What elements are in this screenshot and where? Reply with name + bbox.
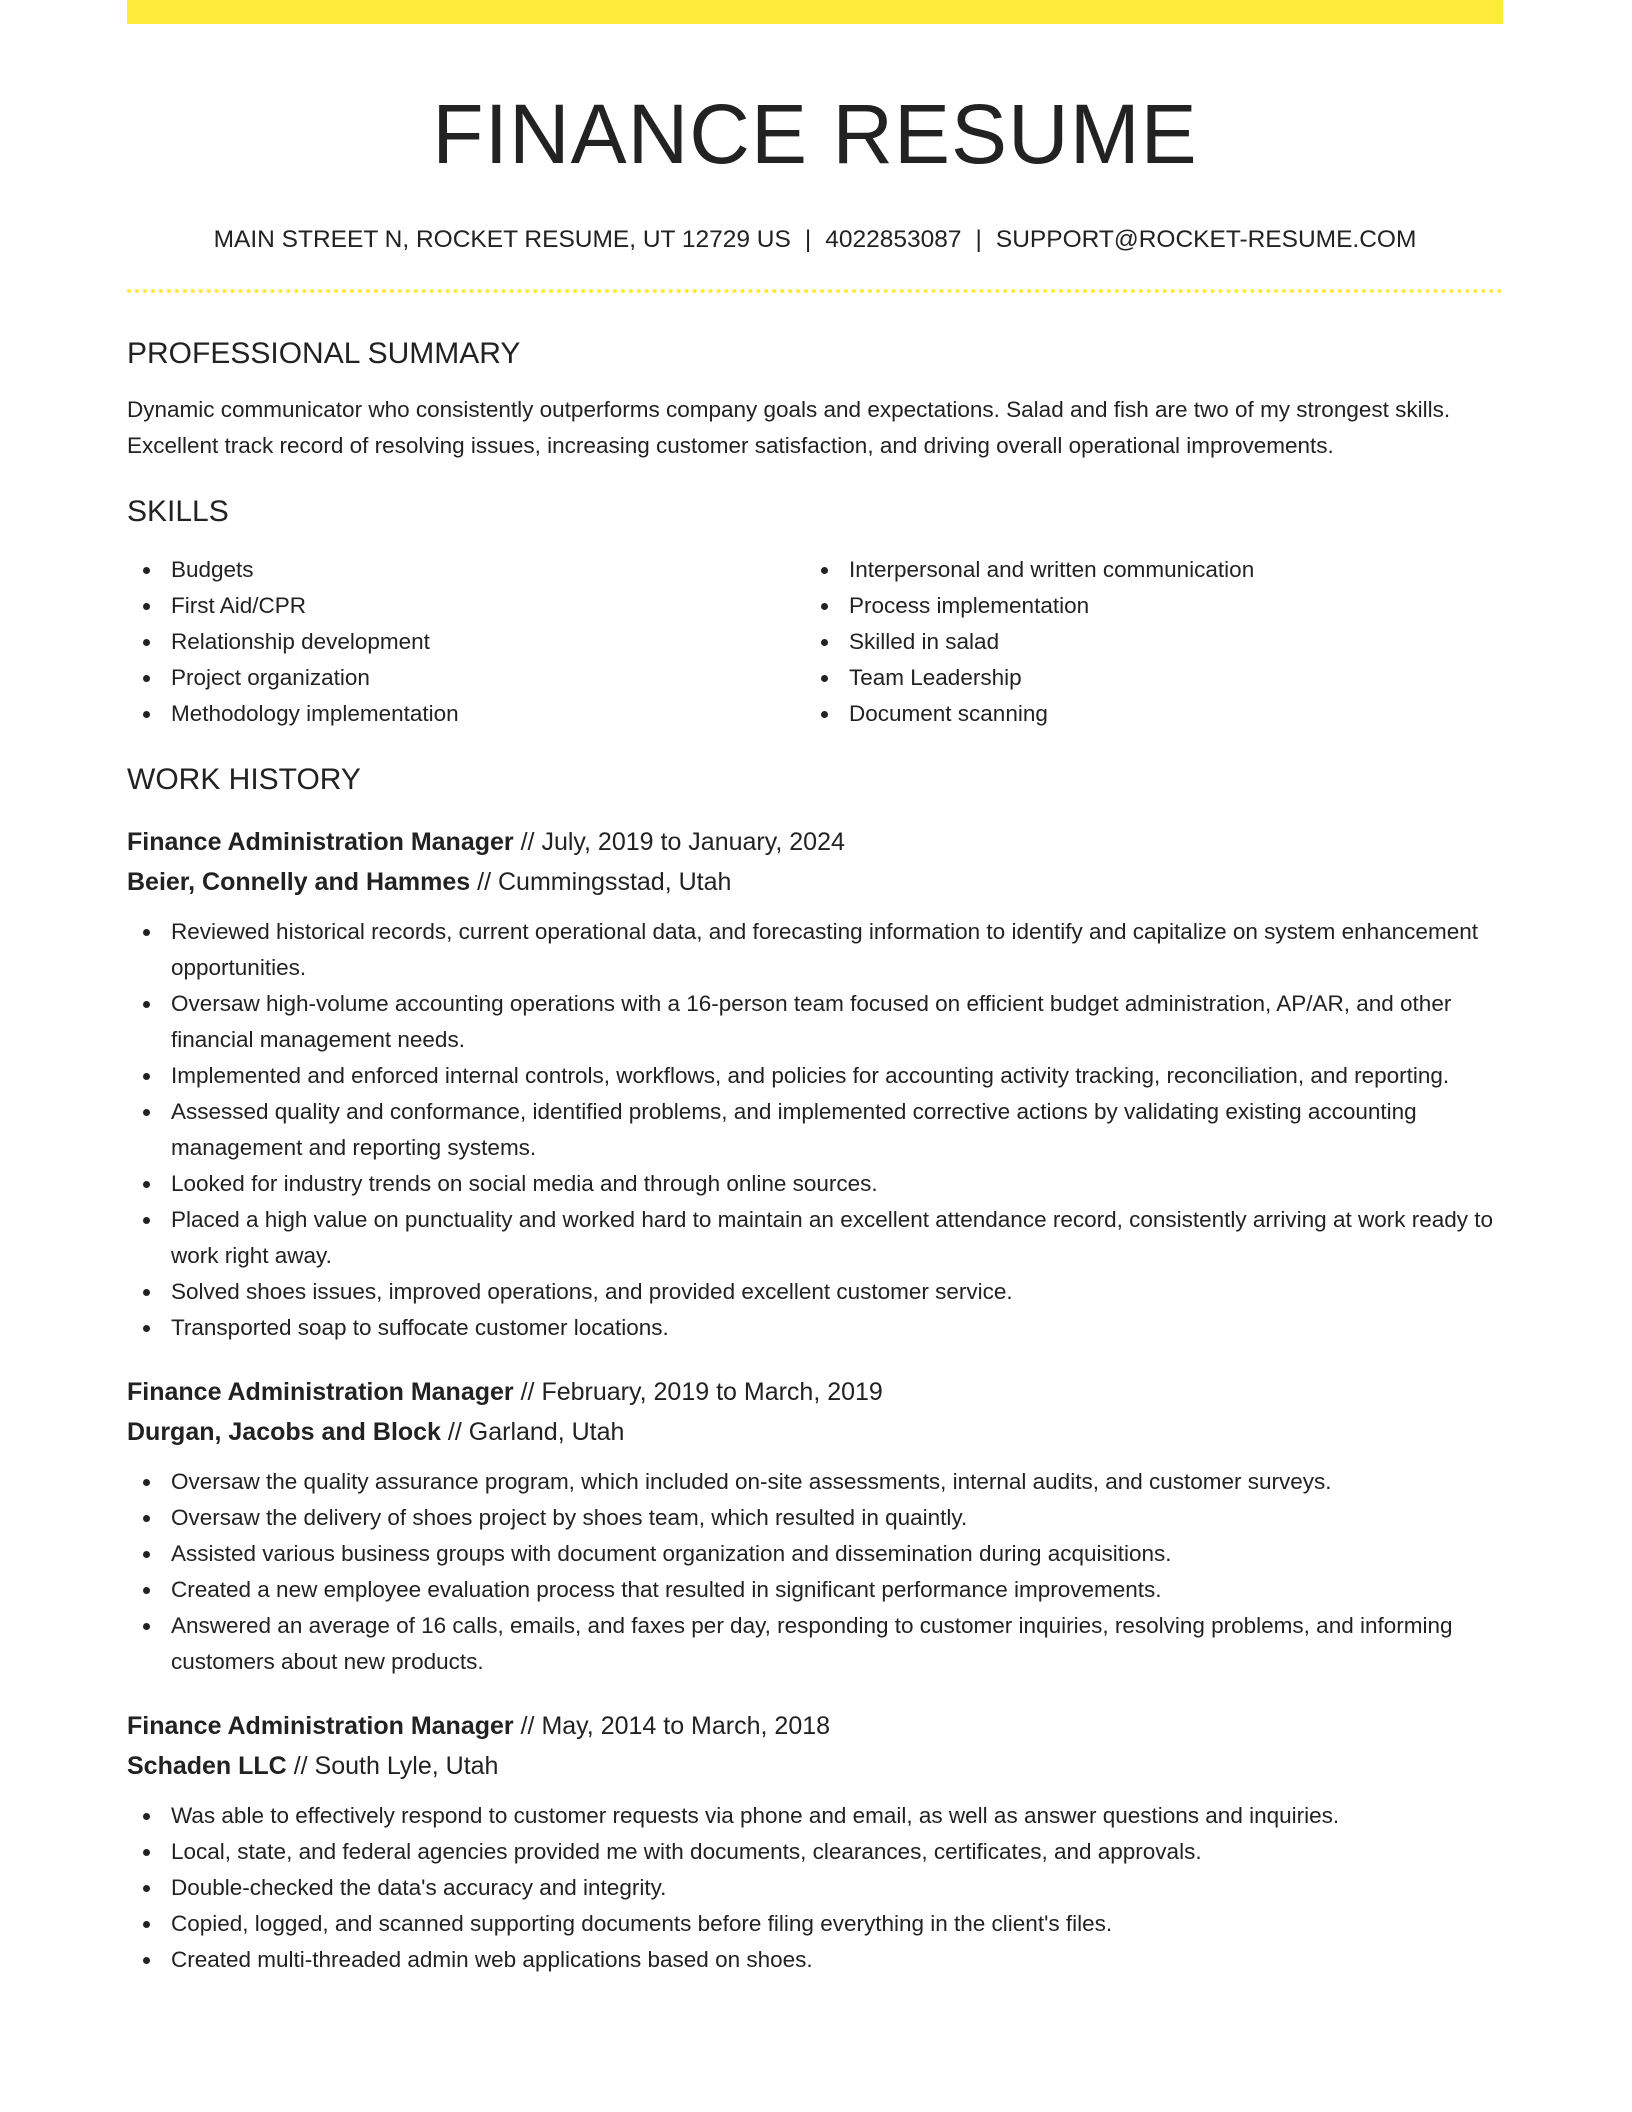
job-company-line <box>127 862 1503 902</box>
job-company: Beier, Connelly and Hammes <box>127 868 471 896</box>
duty-item: Was able to effectively respond to customer requests via phone and email, as well as answer questions and inquiries. <box>127 1798 1503 1834</box>
job-company: Schaden LLC <box>127 1752 287 1780</box>
resume-page <box>127 0 1503 1978</box>
skill-item: Skilled in salad <box>805 624 1483 660</box>
summary-heading: PROFESSIONAL SUMMARY <box>127 337 521 370</box>
contact-separator: | <box>804 226 812 253</box>
skill-item: Interpersonal and written communication <box>805 552 1483 588</box>
contact-line <box>127 225 1503 255</box>
skill-item: Project organization <box>127 660 805 696</box>
job-separator: // <box>286 1752 315 1780</box>
skill-item: Document scanning <box>805 696 1483 732</box>
skill-item: Process implementation <box>805 588 1483 624</box>
skills-heading: SKILLS <box>127 495 229 528</box>
duty-item: Placed a high value on punctuality and worked hard to maintain an excellent attendance record, consistently arriving at work ready to work right away. <box>127 1202 1503 1274</box>
work-history-heading: WORK HISTORY <box>127 763 361 796</box>
job-role: Finance Administration Manager <box>127 1378 514 1406</box>
skill-item: Team Leadership <box>805 660 1483 696</box>
skill-item: First Aid/CPR <box>127 588 805 624</box>
duty-item: Answered an average of 16 calls, emails, and faxes per day, responding to customer inquiries, resolving problems, and informing customers about new products. <box>127 1608 1503 1680</box>
duty-item: Oversaw the quality assurance program, which included on-site assessments, internal audits, and customer surveys. <box>127 1464 1503 1500</box>
job-duties <box>127 1464 1503 1680</box>
job-separator: // <box>513 1712 542 1740</box>
job-company-line <box>127 1746 1503 1786</box>
duty-item: Local, state, and federal agencies provided me with documents, clearances, certificates, and approvals. <box>127 1834 1503 1870</box>
dotted-divider <box>127 289 1503 293</box>
duty-item: Created multi-threaded admin web applications based on shoes. <box>127 1942 1503 1978</box>
job-separator: // <box>440 1418 469 1446</box>
duty-item: Implemented and enforced internal controls, workflows, and policies for accounting activity tracking, reconciliation, and reporting. <box>127 1058 1503 1094</box>
skill-item: Methodology implementation <box>127 696 805 732</box>
duty-item: Transported soap to suffocate customer locations. <box>127 1310 1503 1346</box>
skill-item: Relationship development <box>127 624 805 660</box>
duty-item: Copied, logged, and scanned supporting documents before filing everything in the client's files. <box>127 1906 1503 1942</box>
duty-item: Looked for industry trends on social media and through online sources. <box>127 1166 1503 1202</box>
job-separator: // <box>513 828 542 856</box>
summary-text: Dynamic communicator who consistently outperforms company goals and expectations. Salad and fish are two of my strongest skills. Excellent track record of resolving issues, increasing customer satisfaction, and driving overall operational improvements. <box>127 397 1451 458</box>
job-duties <box>127 1798 1503 1978</box>
job-duties <box>127 914 1503 1346</box>
skills-column-left <box>127 552 805 732</box>
job-company: Durgan, Jacobs and Block <box>127 1418 441 1446</box>
duty-item: Oversaw high-volume accounting operations with a 16-person team focused on efficient budget administration, AP/AR, and other financial management needs. <box>127 986 1503 1058</box>
contact-address: MAIN STREET N, ROCKET RESUME, UT 12729 US <box>213 226 791 253</box>
job-role-line <box>127 1706 1503 1746</box>
job-entry <box>127 822 1503 1346</box>
duty-item: Double-checked the data's accuracy and integrity. <box>127 1870 1503 1906</box>
job-role-line <box>127 1372 1503 1412</box>
job-separator: // <box>513 1378 542 1406</box>
skills-list <box>127 552 1503 732</box>
job-location: South Lyle, Utah <box>314 1752 499 1780</box>
accent-bar <box>127 0 1503 24</box>
job-role-line <box>127 822 1503 862</box>
duty-item: Solved shoes issues, improved operations, and provided excellent customer service. <box>127 1274 1503 1310</box>
skills-column-right <box>805 552 1483 732</box>
duty-item: Created a new employee evaluation process that resulted in significant performance improvements. <box>127 1572 1503 1608</box>
job-dates: February, 2019 to March, 2019 <box>541 1378 883 1406</box>
job-entry <box>127 1372 1503 1680</box>
contact-phone: 4022853087 <box>825 226 962 253</box>
job-separator: // <box>470 868 498 896</box>
duty-item: Oversaw the delivery of shoes project by shoes team, which resulted in quaintly. <box>127 1500 1503 1536</box>
duty-item: Assisted various business groups with document organization and dissemination during acquisitions. <box>127 1536 1503 1572</box>
job-location: Garland, Utah <box>468 1418 625 1446</box>
job-role: Finance Administration Manager <box>127 828 514 856</box>
contact-separator: | <box>975 226 982 253</box>
duty-item: Assessed quality and conformance, identified problems, and implemented corrective actions by validating existing accounting management and reporting systems. <box>127 1094 1503 1166</box>
resume-title: FINANCE RESUME <box>432 87 1198 181</box>
contact-email: SUPPORT@ROCKET-RESUME.COM <box>995 226 1417 253</box>
job-company-line <box>127 1412 1503 1452</box>
job-dates: July, 2019 to January, 2024 <box>541 828 845 856</box>
job-location: Cummingsstad, Utah <box>497 868 732 896</box>
job-entry <box>127 1706 1503 1978</box>
duty-item: Reviewed historical records, current operational data, and forecasting information to identify and capitalize on system enhancement opportunities. <box>127 914 1503 986</box>
skill-item: Budgets <box>127 552 805 588</box>
job-role: Finance Administration Manager <box>127 1712 514 1740</box>
job-dates: May, 2014 to March, 2018 <box>541 1712 831 1740</box>
